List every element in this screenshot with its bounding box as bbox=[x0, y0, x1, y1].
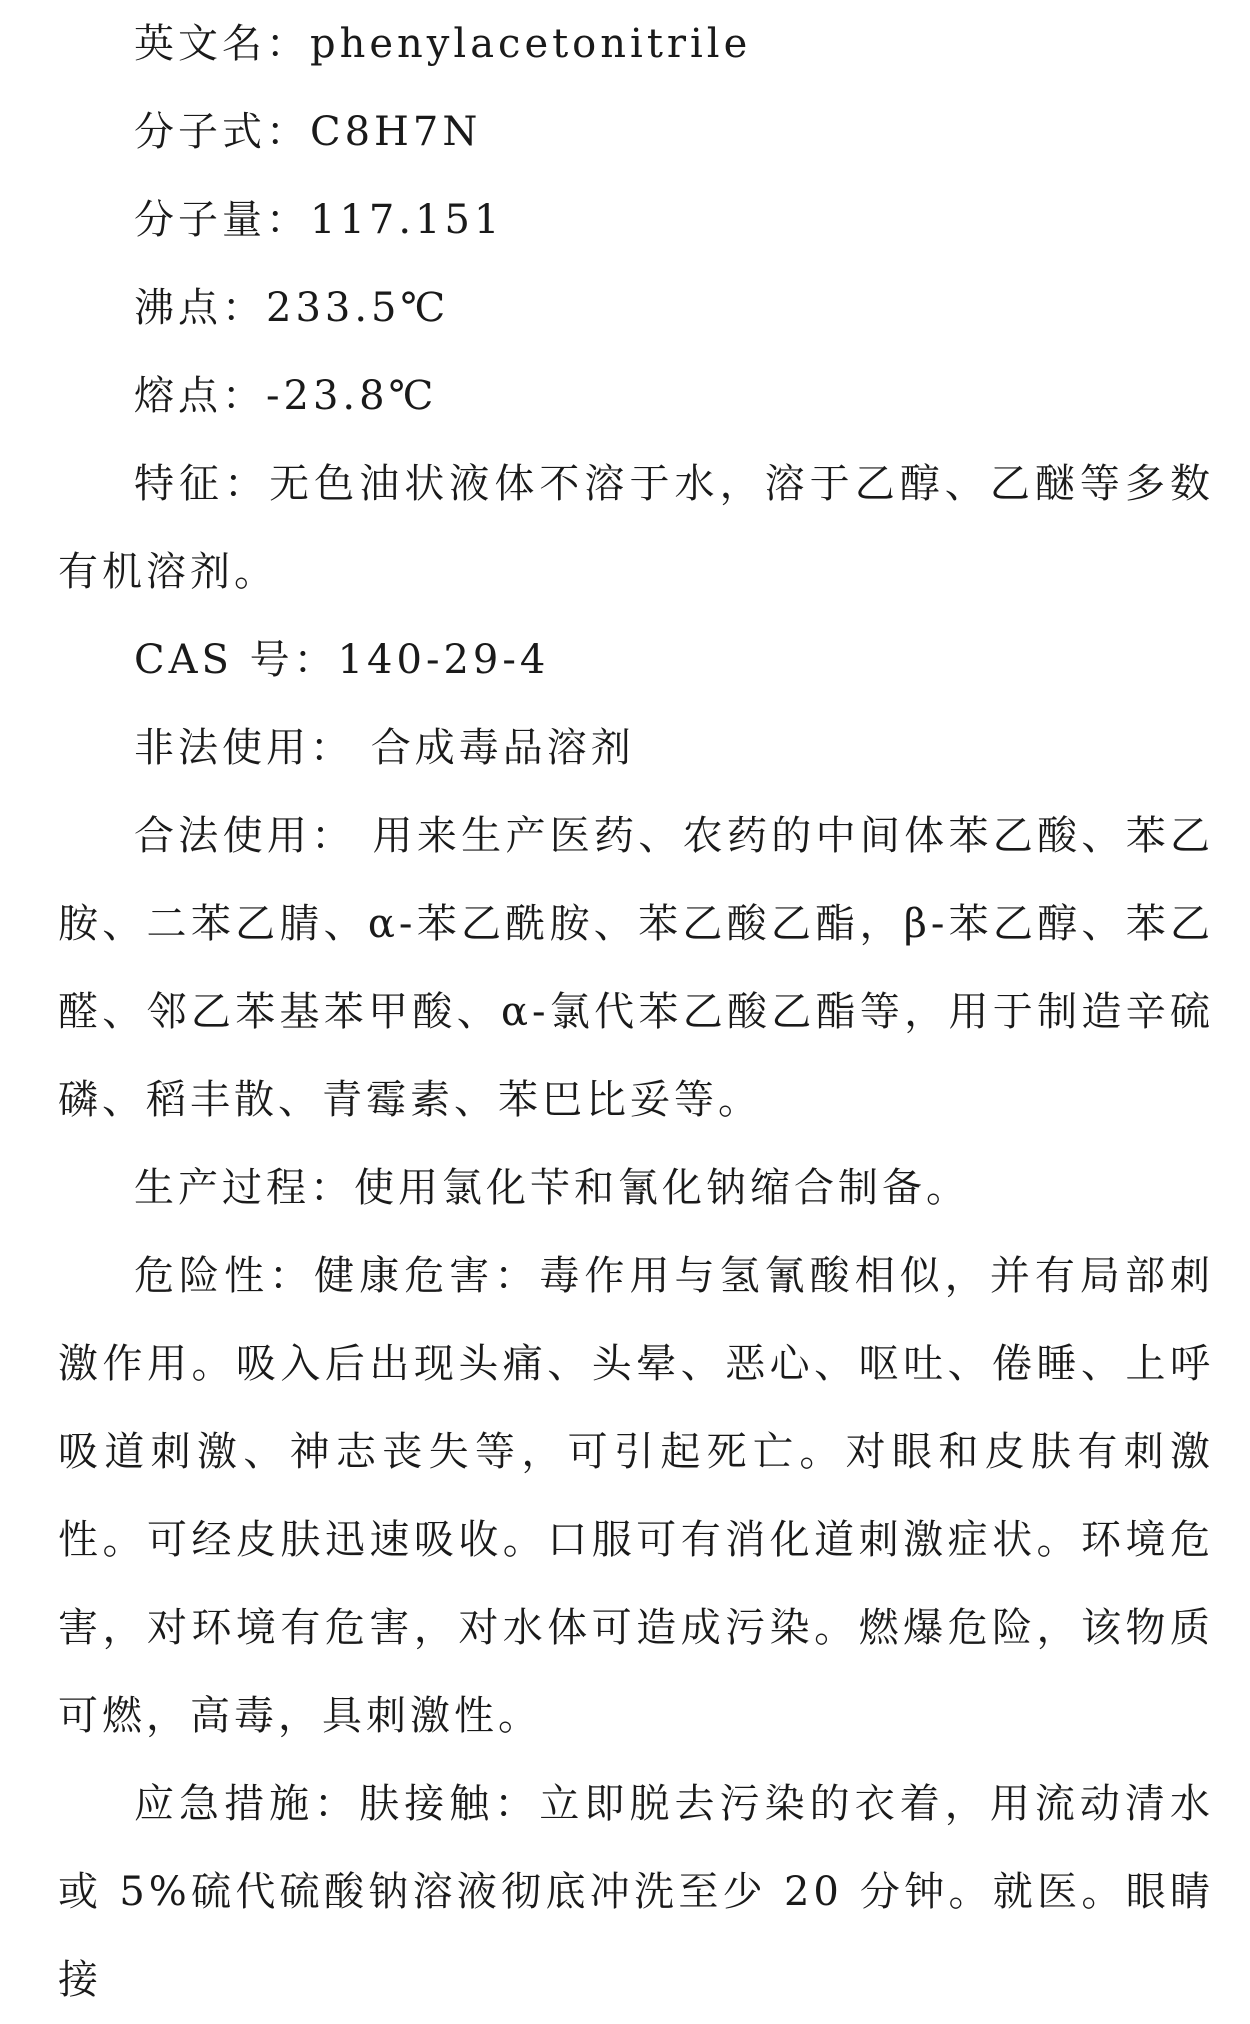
emergency-measures-paragraph: 应急措施：肤接触：立即脱去污染的衣着，用流动清水或 5%硫代硫酸钠溶液彻底冲洗至少 20 分钟。就医。眼睛接 bbox=[58, 1781, 1214, 2003]
production-process: 生产过程：使用氯化苄和氰化钠缩合制备。 bbox=[134, 1165, 970, 1211]
boiling-point: 沸点：233.5℃ bbox=[134, 285, 450, 331]
molecular-weight: 分子量：117.151 bbox=[134, 197, 504, 243]
molecular-formula: 分子式：C8H7N bbox=[134, 109, 482, 155]
hazards-paragraph: 危险性：健康危害：毒作用与氢氰酸相似，并有局部刺激作用。吸入后出现头痛、头晕、恶心、呕吐、倦睡、上呼吸道刺激、神志丧失等，可引起死亡。对眼和皮肤有刺激性。可经皮肤迅速吸收。口服可有消化道刺激症状。环境危害，对环境有危害，对水体可造成污染。燃爆危险，该物质可燃，高毒，具刺激性。 bbox=[58, 1253, 1214, 1739]
english-name: 英文名：phenylacetonitrile bbox=[134, 21, 752, 67]
melting-point: 熔点：-23.8℃ bbox=[134, 373, 438, 419]
legal-use-paragraph: 合法使用： 用来生产医药、农药的中间体苯乙酸、苯乙胺、二苯乙腈、α-苯乙酰胺、苯乙酸乙酯，β-苯乙醇、苯乙醛、邻乙苯基苯甲酸、α-氯代苯乙酸乙酯等，用于制造辛硫磷、稻丰散、青霉素、苯巴比妥等。 bbox=[58, 813, 1214, 1123]
characteristics-paragraph: 特征：无色油状液体不溶于水，溶于乙醇、乙醚等多数有机溶剂。 bbox=[58, 461, 1214, 595]
illegal-use: 非法使用： 合成毒品溶剂 bbox=[134, 725, 635, 771]
cas-number: CAS 号：140-29-4 bbox=[134, 637, 550, 683]
